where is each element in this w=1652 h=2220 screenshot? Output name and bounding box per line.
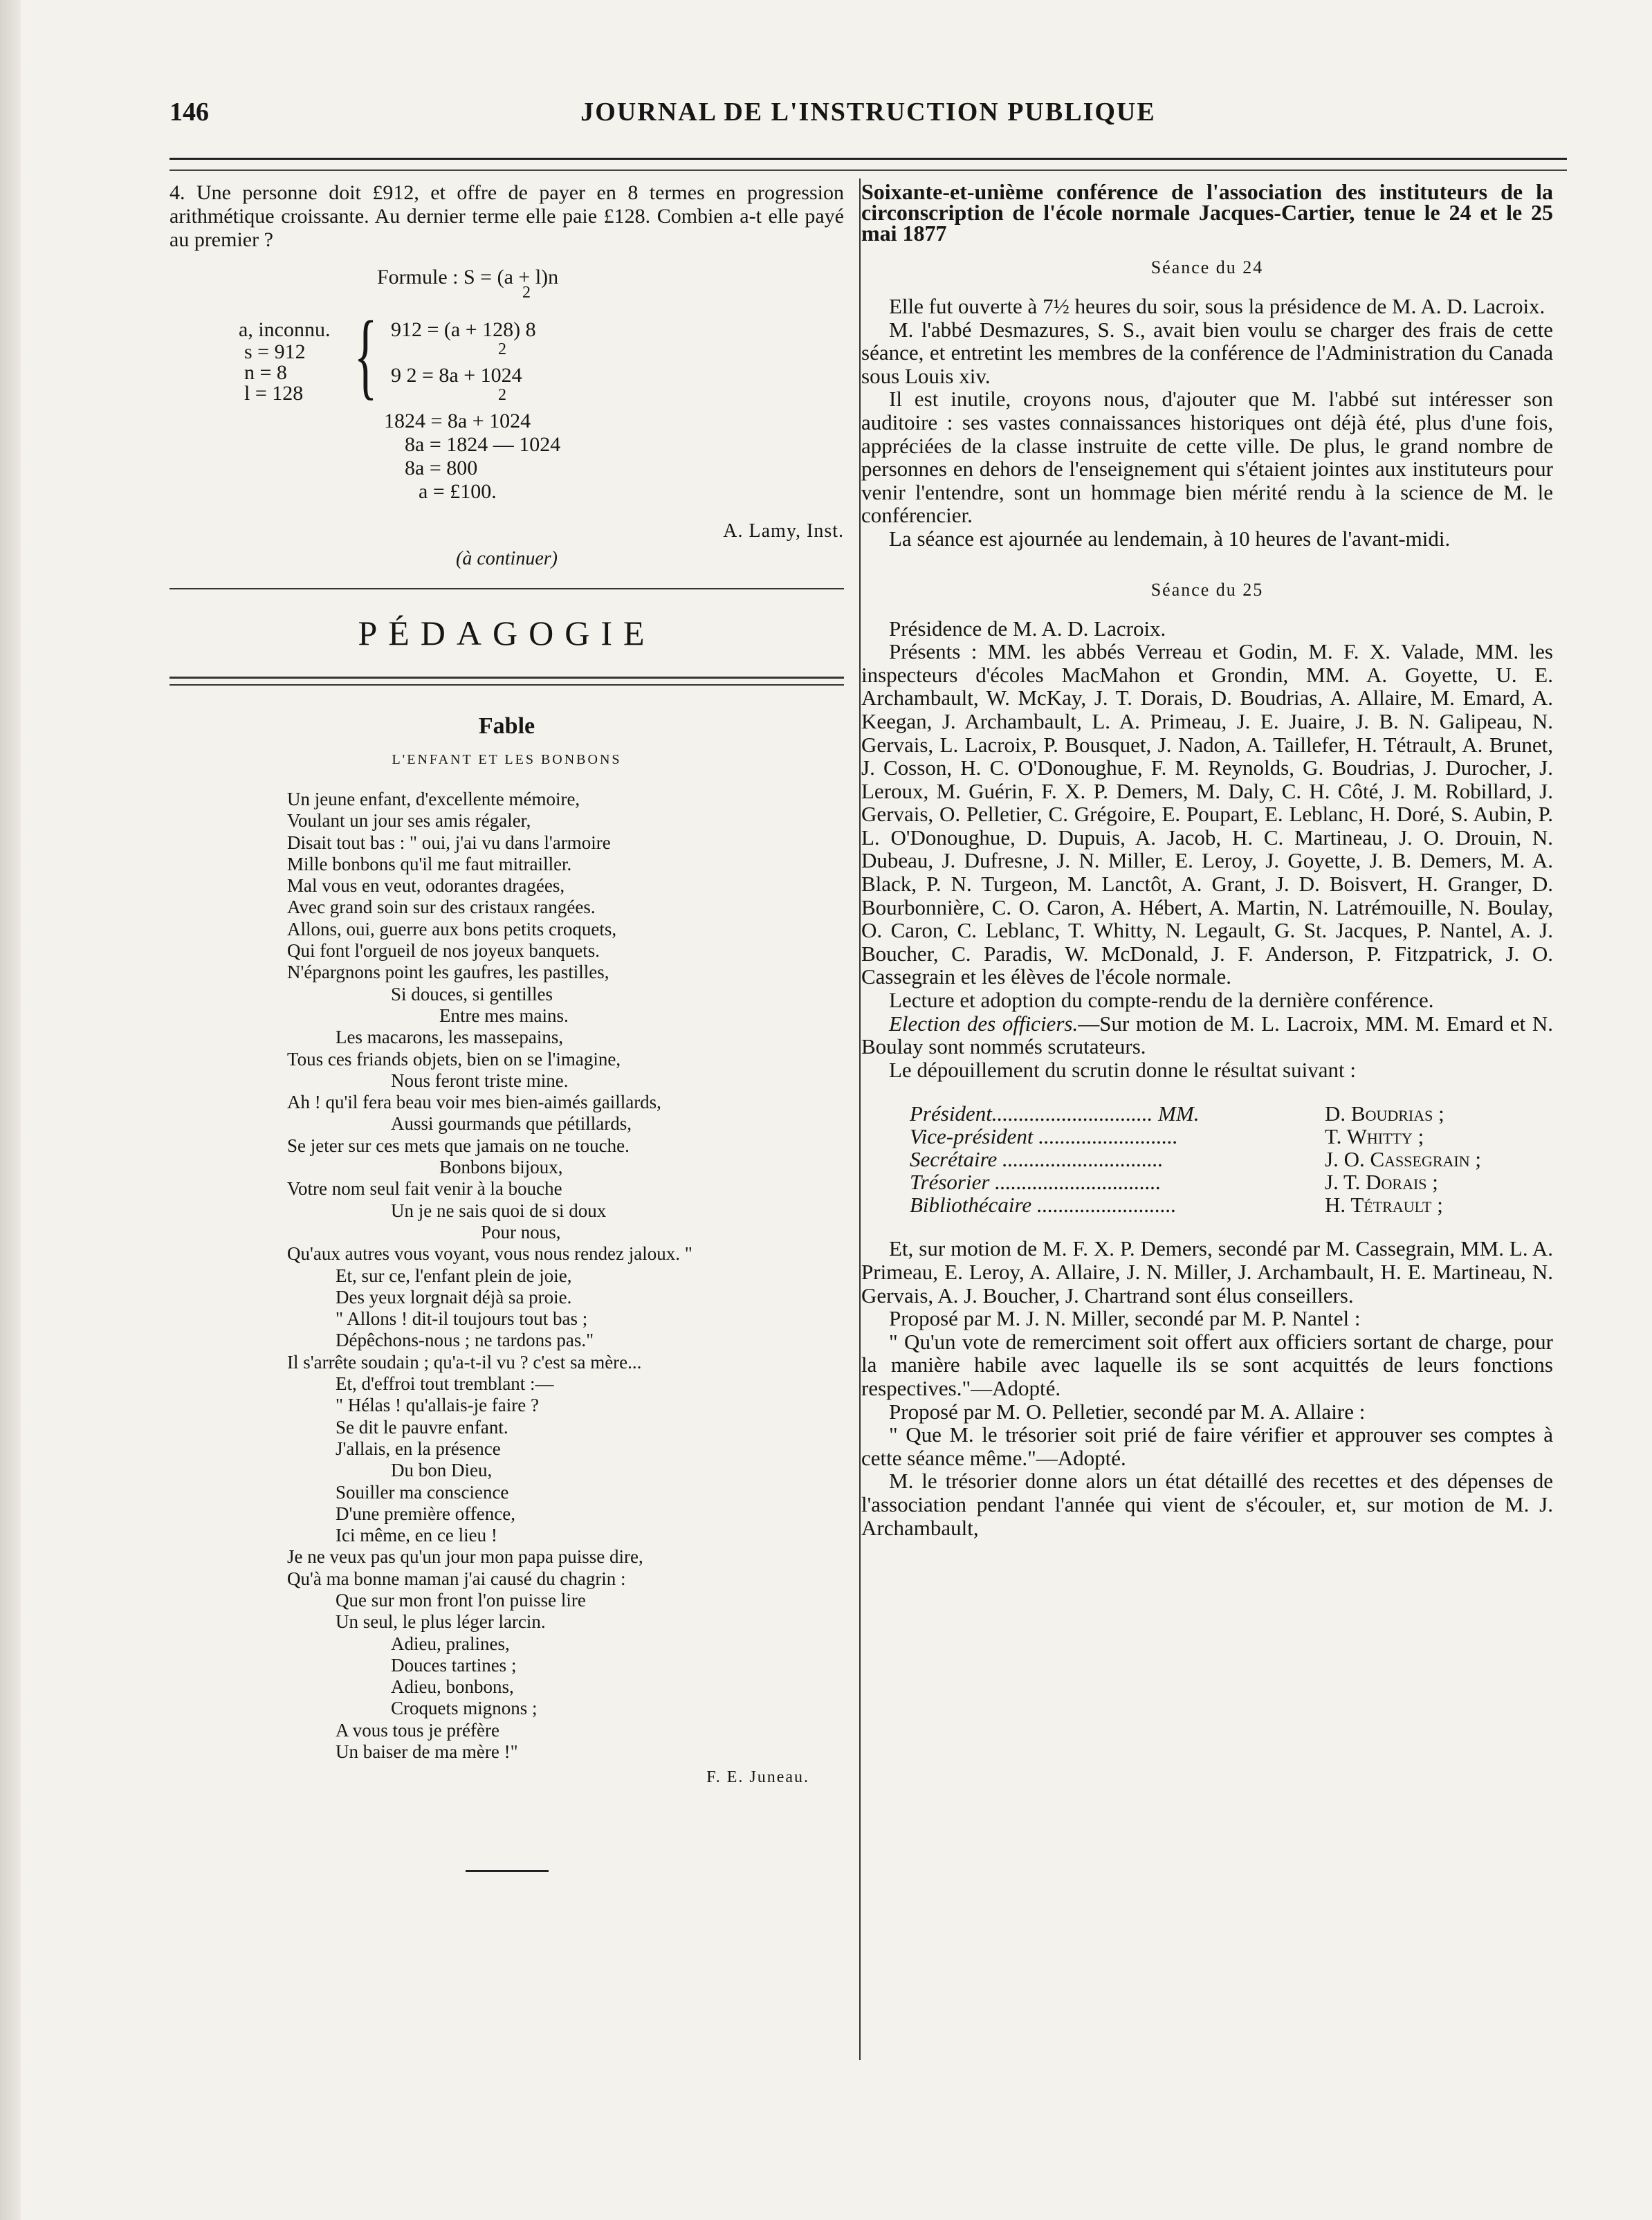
poem-line: Allons, oui, guerre aux bons petits croquets, bbox=[287, 918, 617, 939]
attendees-paragraph: Présents : MM. les abbés Verreau et Godin, M. F. X. Valade, MM. les inspecteurs d'écoles MacMahon et Grondin, MM. A. Goyette, U. E. Archambault, W. McKay, J. T. Dorais, D. Boudrias, A. Allaire, M. Emard, A. Keegan, J. Archambault, L. A. Primeau, J. E. Juaire, J. B. N. Galipeau, N. Gervais, L. Lacroix, P. Bousquet, J. Nadon, A. Taillefer, H. Tétrault, A. Brunet, J. Cosson, H. C. O'Donoughue, F. M. Reynolds, G. Boudrias, J. Durocher, J. Leroux, M. Guérin, F. X. P. Demers, M. Daly, C. H. Côté, J. M. Robillard, J. Gervais, O. Pelletier, C. Grégoire, E. Poupart, E. Leblanc, H. Doré, S. Aubin, P. L. O'Donoughue, D. Dupuis, A. Jacob, H. C. Martineau, J. O. Drouin, N. Dubeau, J. Dufresne, J. N. Miller, E. Leroy, J. Goyette, J. B. Demers, M. A. Black, P. N. Turgeon, M. Lanctôt, A. Grant, J. D. Boisvert, H. Granger, D. Bourbonnière, C. O. Caron, A. Hébert, A. Martin, N. Latrémouille, N. Boulay, O. Caron, C. Leblanc, T. Whitty, N. Legault, G. St. Jacques, P. Nantel, A. J. Boucher, C. Paradis, W. McDonald, J. F. Anderson, P. Fitzpatrick, J. O. Cassegrain et les élèves de l'école normale. bbox=[861, 639, 1553, 989]
step-0-den: 2 bbox=[498, 340, 506, 358]
officer-role: Secrétaire .............................. bbox=[910, 1147, 1164, 1172]
step-2: 1824 = 8a + 1024 bbox=[384, 410, 531, 432]
poem-line: A vous tous je préfère bbox=[336, 1719, 499, 1741]
poem-line: Du bon Dieu, bbox=[391, 1460, 493, 1481]
conference-title: Soixante-et-unième conférence de l'association des instituteurs de la circonscription de l'école normale Jacques-Cartier, tenue le 24 et le 25 mai 1877 bbox=[861, 179, 1553, 246]
formula-caption: Formule : S = (a + l)n bbox=[377, 266, 559, 288]
formula-caption-den: 2 bbox=[522, 284, 531, 302]
officer-name: T. Whitty ; bbox=[1325, 1124, 1424, 1149]
poem-line: Avec grand soin sur des cristaux rangées. bbox=[287, 897, 596, 918]
step-5: a = £100. bbox=[419, 480, 497, 503]
page-header bbox=[169, 97, 1567, 138]
officer-name: H. Tétrault ; bbox=[1325, 1193, 1443, 1218]
paragraph bbox=[861, 1012, 1553, 1058]
right-column bbox=[861, 181, 1553, 1539]
given-1: s = 912 bbox=[244, 340, 306, 363]
step-0: 912 = (a + 128) 8 bbox=[391, 318, 536, 341]
officers-list bbox=[861, 1102, 1553, 1216]
poem-line: Mille bonbons qu'il me faut mitrailler. bbox=[287, 853, 572, 874]
poem-line: Bonbons bijoux, bbox=[439, 1157, 563, 1178]
given-0: a, inconnu. bbox=[239, 318, 331, 341]
poem-line: Tous ces friands objets, bien on se l'imagine, bbox=[287, 1048, 621, 1070]
poem-line: Les macarons, les massepains, bbox=[336, 1027, 564, 1048]
poem-line: Votre nom seul fait venir à la bouche bbox=[287, 1178, 562, 1200]
poem-line: Des yeux lorgnait déjà sa proie. bbox=[336, 1286, 572, 1308]
poem-line: Un je ne sais quoi de si doux bbox=[391, 1200, 607, 1221]
poem-line: Nous feront triste mine. bbox=[391, 1070, 569, 1091]
left-column bbox=[169, 181, 844, 1872]
officer-row bbox=[861, 1102, 1553, 1125]
poem-line: Dépêchons-nous ; ne tardons pas." bbox=[336, 1330, 594, 1351]
step-3: 8a = 1824 — 1024 bbox=[405, 433, 561, 456]
officer-role: Vice-président .......................... bbox=[910, 1124, 1178, 1149]
step-4: 8a = 800 bbox=[405, 457, 478, 479]
poem-line: Et, sur ce, l'enfant plein de joie, bbox=[336, 1265, 572, 1286]
poem-line: Je ne veux pas qu'un jour mon papa puisse dire, bbox=[287, 1546, 643, 1568]
poem-line: Et, d'effroi tout tremblant :— bbox=[336, 1373, 554, 1395]
seance-heading-25: Séance du 25 bbox=[1150, 579, 1264, 600]
poem-line: Un seul, le plus léger larcin. bbox=[336, 1611, 546, 1633]
paragraph: Le dépouillement du scrutin donne le résultat suivant : bbox=[889, 1057, 1356, 1082]
poem-line: Un jeune enfant, d'excellente mémoire, bbox=[287, 789, 580, 809]
step-1: 9 2 = 8a + 1024 bbox=[391, 364, 522, 387]
officer-row bbox=[861, 1125, 1553, 1148]
poem-line: Pour nous, bbox=[481, 1221, 561, 1242]
officer-role: Bibliothécaire .......................... bbox=[910, 1193, 1177, 1218]
poem-line: Entre mes mains. bbox=[439, 1004, 569, 1026]
poem-line: Souiller ma conscience bbox=[336, 1481, 509, 1503]
paragraph: " Que M. le trésorier soit prié de faire vérifier et approuver ses comptes à cette séance même."—Adopté. bbox=[861, 1422, 1553, 1470]
paragraph: " Qu'un vote de remerciment soit offert aux officiers sortant de charge, pour la manière habile avec laquelle ils se sont acquittés de leurs fonctions respectives."—Adopté. bbox=[861, 1329, 1553, 1400]
officer-name: J. O. Cassegrain ; bbox=[1325, 1147, 1481, 1172]
paragraph: Lecture et adoption du compte-rendu de la dernière conférence. bbox=[889, 988, 1434, 1013]
section-double-rule bbox=[169, 677, 844, 686]
brace-icon: { bbox=[354, 302, 378, 409]
poem-line: Se dit le pauvre enfant. bbox=[336, 1416, 508, 1438]
problem-signature: A. Lamy, Inst. bbox=[723, 520, 844, 542]
poem bbox=[169, 789, 844, 1763]
election-label: Election des officiers. bbox=[889, 1011, 1079, 1036]
column-divider bbox=[859, 178, 861, 2060]
poem-line: Ici même, en ce lieu ! bbox=[336, 1525, 497, 1546]
paragraph: M. l'abbé Desmazures, S. S., avait bien voulu se charger des frais de cette séance, et entretint les membres de la conférence de l'Administration du Canada sous Louis xiv. bbox=[861, 317, 1553, 388]
poem-line: Adieu, bonbons, bbox=[391, 1676, 514, 1698]
paragraph: La séance est ajournée au lendemain, à 10 heures de l'avant-midi. bbox=[889, 526, 1451, 551]
poem-line: Disait tout bas : " oui, j'ai vu dans l'armoire bbox=[287, 832, 611, 853]
paragraph: Elle fut ouverte à 7½ heures du soir, sous la présidence de M. A. D. Lacroix. bbox=[889, 294, 1545, 318]
officer-role: Trésorier ............................... bbox=[910, 1170, 1162, 1195]
paragraph: M. le trésorier donne alors un état détaillé des recettes et des dépenses de l'association pendant l'année qui vient de s'écouler, et, sur motion de M. J. Archambault, bbox=[861, 1469, 1553, 1540]
poem-line: Si douces, si gentilles bbox=[391, 983, 553, 1004]
poem-line: Aussi gourmands que pétillards, bbox=[391, 1113, 632, 1135]
officer-row bbox=[861, 1148, 1553, 1171]
page-number: 146 bbox=[169, 98, 209, 127]
poem-line: " Allons ! dit-il toujours tout bas ; bbox=[336, 1308, 588, 1330]
continued-note: (à continuer) bbox=[456, 548, 558, 569]
officer-name: D. Boudrias ; bbox=[1325, 1101, 1444, 1126]
poem-line: Voulant un jour ses amis régaler, bbox=[287, 810, 531, 832]
poem-line: Qu'à ma bonne maman j'ai causé du chagrin : bbox=[287, 1568, 626, 1589]
poem-line: Qui font l'orgueil de nos joyeux banquets. bbox=[287, 940, 600, 962]
poem-line: Croquets mignons ; bbox=[391, 1698, 538, 1719]
officer-row bbox=[861, 1193, 1553, 1216]
section-heading: PÉDAGOGIE bbox=[358, 614, 656, 652]
formula-block bbox=[169, 252, 844, 542]
math-problem: 4. Une personne doit £912, et offre de payer en 8 termes en progression arithmétique croissante. Au dernier terme elle paie £128. Combien a-t elle payé au premier ? bbox=[169, 181, 844, 251]
poem-line: Que sur mon front l'on puisse lire bbox=[336, 1589, 586, 1611]
poem-line: Mal vous en veut, odorantes dragées, bbox=[287, 875, 565, 897]
header-rule bbox=[169, 158, 1567, 171]
poem-line: N'épargnons point les gaufres, les pastilles, bbox=[287, 962, 609, 983]
fable-subtitle: L'ENFANT ET LES BONBONS bbox=[392, 752, 622, 767]
officer-role: Président.............................. MM. bbox=[910, 1101, 1200, 1126]
poem-line: Il s'arrête soudain ; qu'a-t-il vu ? c'est sa mère... bbox=[287, 1351, 642, 1373]
officer-row bbox=[861, 1171, 1553, 1193]
given-3: l = 128 bbox=[244, 382, 304, 405]
poem-line: Douces tartines ; bbox=[391, 1654, 517, 1676]
poem-line: Ah ! qu'il fera beau voir mes bien-aimés gaillards, bbox=[287, 1092, 661, 1113]
officer-name: J. T. Dorais ; bbox=[1325, 1170, 1438, 1195]
poem-line: Adieu, pralines, bbox=[391, 1633, 510, 1654]
poem-line: Un baiser de ma mère !" bbox=[336, 1741, 518, 1763]
end-rule bbox=[466, 1870, 549, 1872]
given-2: n = 8 bbox=[244, 361, 287, 384]
section-rule bbox=[169, 588, 844, 589]
poem-line: " Hélas ! qu'allais-je faire ? bbox=[336, 1395, 539, 1416]
poem-line: Se jeter sur ces mets que jamais on ne touche. bbox=[287, 1135, 630, 1156]
fable-signature: F. E. Juneau. bbox=[706, 1768, 809, 1787]
fable-title: Fable bbox=[478, 713, 535, 739]
poem-line: Qu'aux autres vous voyant, vous nous rendez jaloux. " bbox=[287, 1243, 692, 1265]
paragraph: Et, sur motion de M. F. X. P. Demers, secondé par M. Cassegrain, MM. L. A. Primeau, E. Leroy, A. Allaire, J. N. Miller, J. Archambault, H. E. Martineau, N. Gervais, A. J. Boucher, J. Chartrand sont élus conseillers. bbox=[861, 1236, 1553, 1308]
poem-line: D'une première offence, bbox=[336, 1503, 515, 1524]
seance-heading-24: Séance du 24 bbox=[1150, 257, 1264, 277]
running-title: JOURNAL DE L'INSTRUCTION PUBLIQUE bbox=[580, 98, 1156, 127]
election-text: —Sur motion de M. L. Lacroix, MM. M. Emard et N. Boulay sont nommés scrutateurs. bbox=[861, 1011, 1553, 1059]
poem-line: J'allais, en la présence bbox=[336, 1438, 501, 1459]
step-1-den: 2 bbox=[498, 386, 506, 404]
paragraph: Proposé par M. J. N. Miller, secondé par M. P. Nantel : bbox=[889, 1306, 1361, 1331]
paragraph: Proposé par M. O. Pelletier, secondé par M. A. Allaire : bbox=[889, 1399, 1366, 1424]
scan-edge bbox=[0, 0, 21, 2220]
paragraph: Il est inutile, croyons nous, d'ajouter que M. l'abbé sut intéresser son auditoire : ses vastes connaissances historiques ont déjà été, plus d'une fois, appréciées de la classe instruite de cette ville. De plus, le grand nombre de personnes en dehors de l'enseignement qui s'étaient jointes aux instituteurs pour venir l'entendre, sont un hommage bien mérité rendu à la science de M. le conférencier. bbox=[861, 387, 1553, 528]
paragraph: Présidence de M. A. D. Lacroix. bbox=[889, 616, 1166, 641]
